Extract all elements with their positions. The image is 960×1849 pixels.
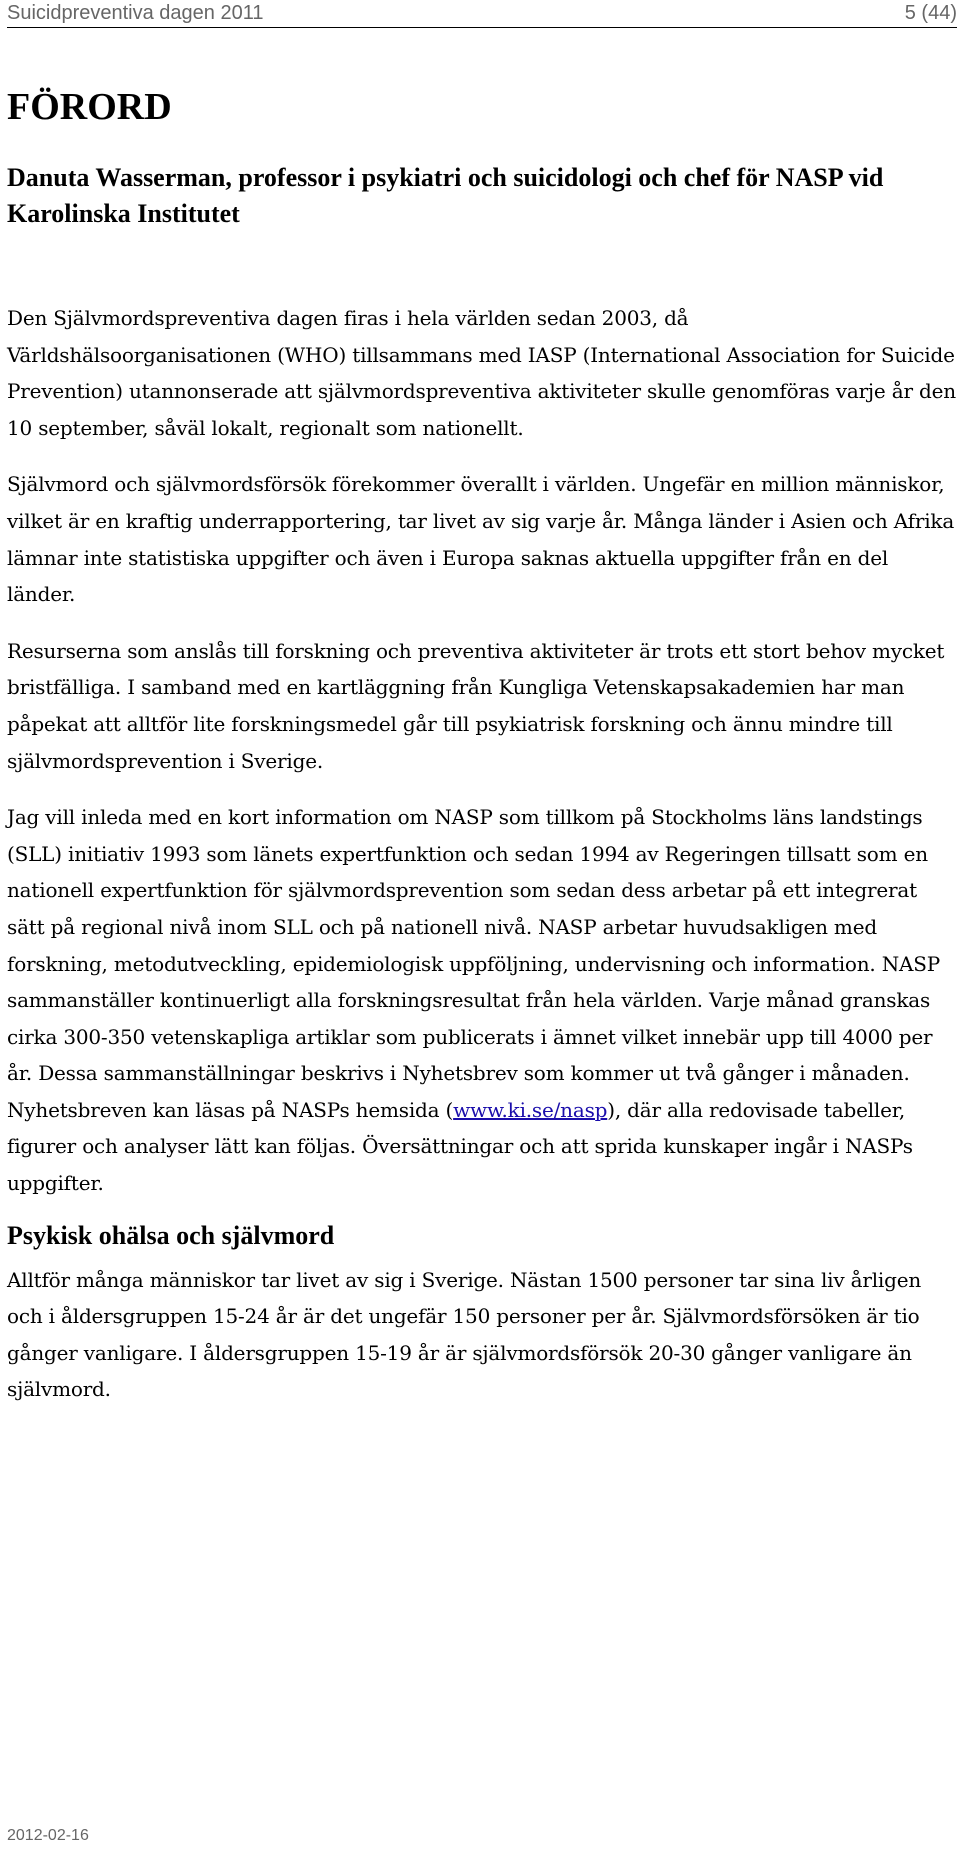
paragraph-nasp-text-before-link: Jag vill inleda med en kort information om NASP som tillkom på Stockholms läns landstings (SLL) initiativ 1993 som länets expertfunktion och sedan 1994 av Regeringen tillsatt som en nationell expertfunktion för självmordsprevention som sedan dess arbetar på ett integrerat sätt på regional nivå inom SLL och på nationell nivå. NASP arbetar huvudsakligen med forskning, metodutveckling, epidemiologisk uppföljning, undervisning och information. NASP sammanställer kontinuerligt alla forskningsresultat från hela världen. Varje månad granskas cirka 300-350 vetenskapliga artiklar som publicerats i ämnet vilket innebär upp till 4000 per år. Dessa sammanställningar beskrivs i Nyhetsbrev som kommer ut två gånger i månaden. Nyhetsbreven kan läsas på NASPs hemsida ( [7,805,941,1122]
page-title: FÖRORD [7,86,172,128]
paragraph-nasp-info [7,799,957,1202]
paragraph-global-scope: Självmord och självmordsförsök förekommer överallt i världen. Ungefär en million människor, vilket är en kraftig underrapportering, tar livet av sig varje år. Många länder i Asien och Afrika lämnar inte statistiska uppgifter och även i Europa saknas aktuella uppgifter från en del länder. [7,472,955,607]
paragraph-statistics: Alltför många människor tar livet av sig i Sverige. Nästan 1500 personer tar sina liv årligen och i åldersgruppen 15-24 år är det ungefär 150 personer per år. Självmordsförsöken är tio gånger vanligare. I åldersgruppen 15-19 år är självmordsförsök 20-30 gånger vanligare än självmord. [7,1267,922,1402]
section-heading: Psykisk ohälsa och självmord [7,1220,335,1250]
running-header [7,0,957,28]
nasp-website-link[interactable]: www.ki.se/nasp [453,1097,608,1122]
main-content [7,80,957,1408]
paragraph-resources: Resurserna som anslås till forskning och preventiva aktiviteter är trots ett stort behov mycket bristfälliga. I samband med en kartläggning från Kungliga Vetenskapsakademien har man påpekat att alltför lite forskningsmedel går till psykiatrisk forskning och ännu mindre till självmordsprevention i Sverige. [7,638,945,773]
footer-date: 2012-02-16 [7,1827,89,1844]
header-page-number: 5 (44) [904,2,957,24]
header-title: Suicidpreventiva dagen 2011 [7,2,264,24]
paragraph-intro: Den Självmordspreventiva dagen firas i hela världen sedan 2003, då Världshälsoorganisationen (WHO) tillsammans med IASP (International Association for Suicide Prevention) utannonserade att självmordspreventiva aktiviteter skulle genomföras varje år den 10 september, såväl lokalt, regionalt som nationellt. [7,306,956,440]
paragraph-nasp-text-after-link: ), där alla redovisade tabeller, figurer och analyser lätt kan följas. Översättningar och att sprida kunskaper ingår i NASPs uppgifter. [7,1097,913,1196]
author-line: Danuta Wasserman, professor i psykiatri och suicidologi och chef för NASP vid Karolinska Institutet [7,163,884,228]
